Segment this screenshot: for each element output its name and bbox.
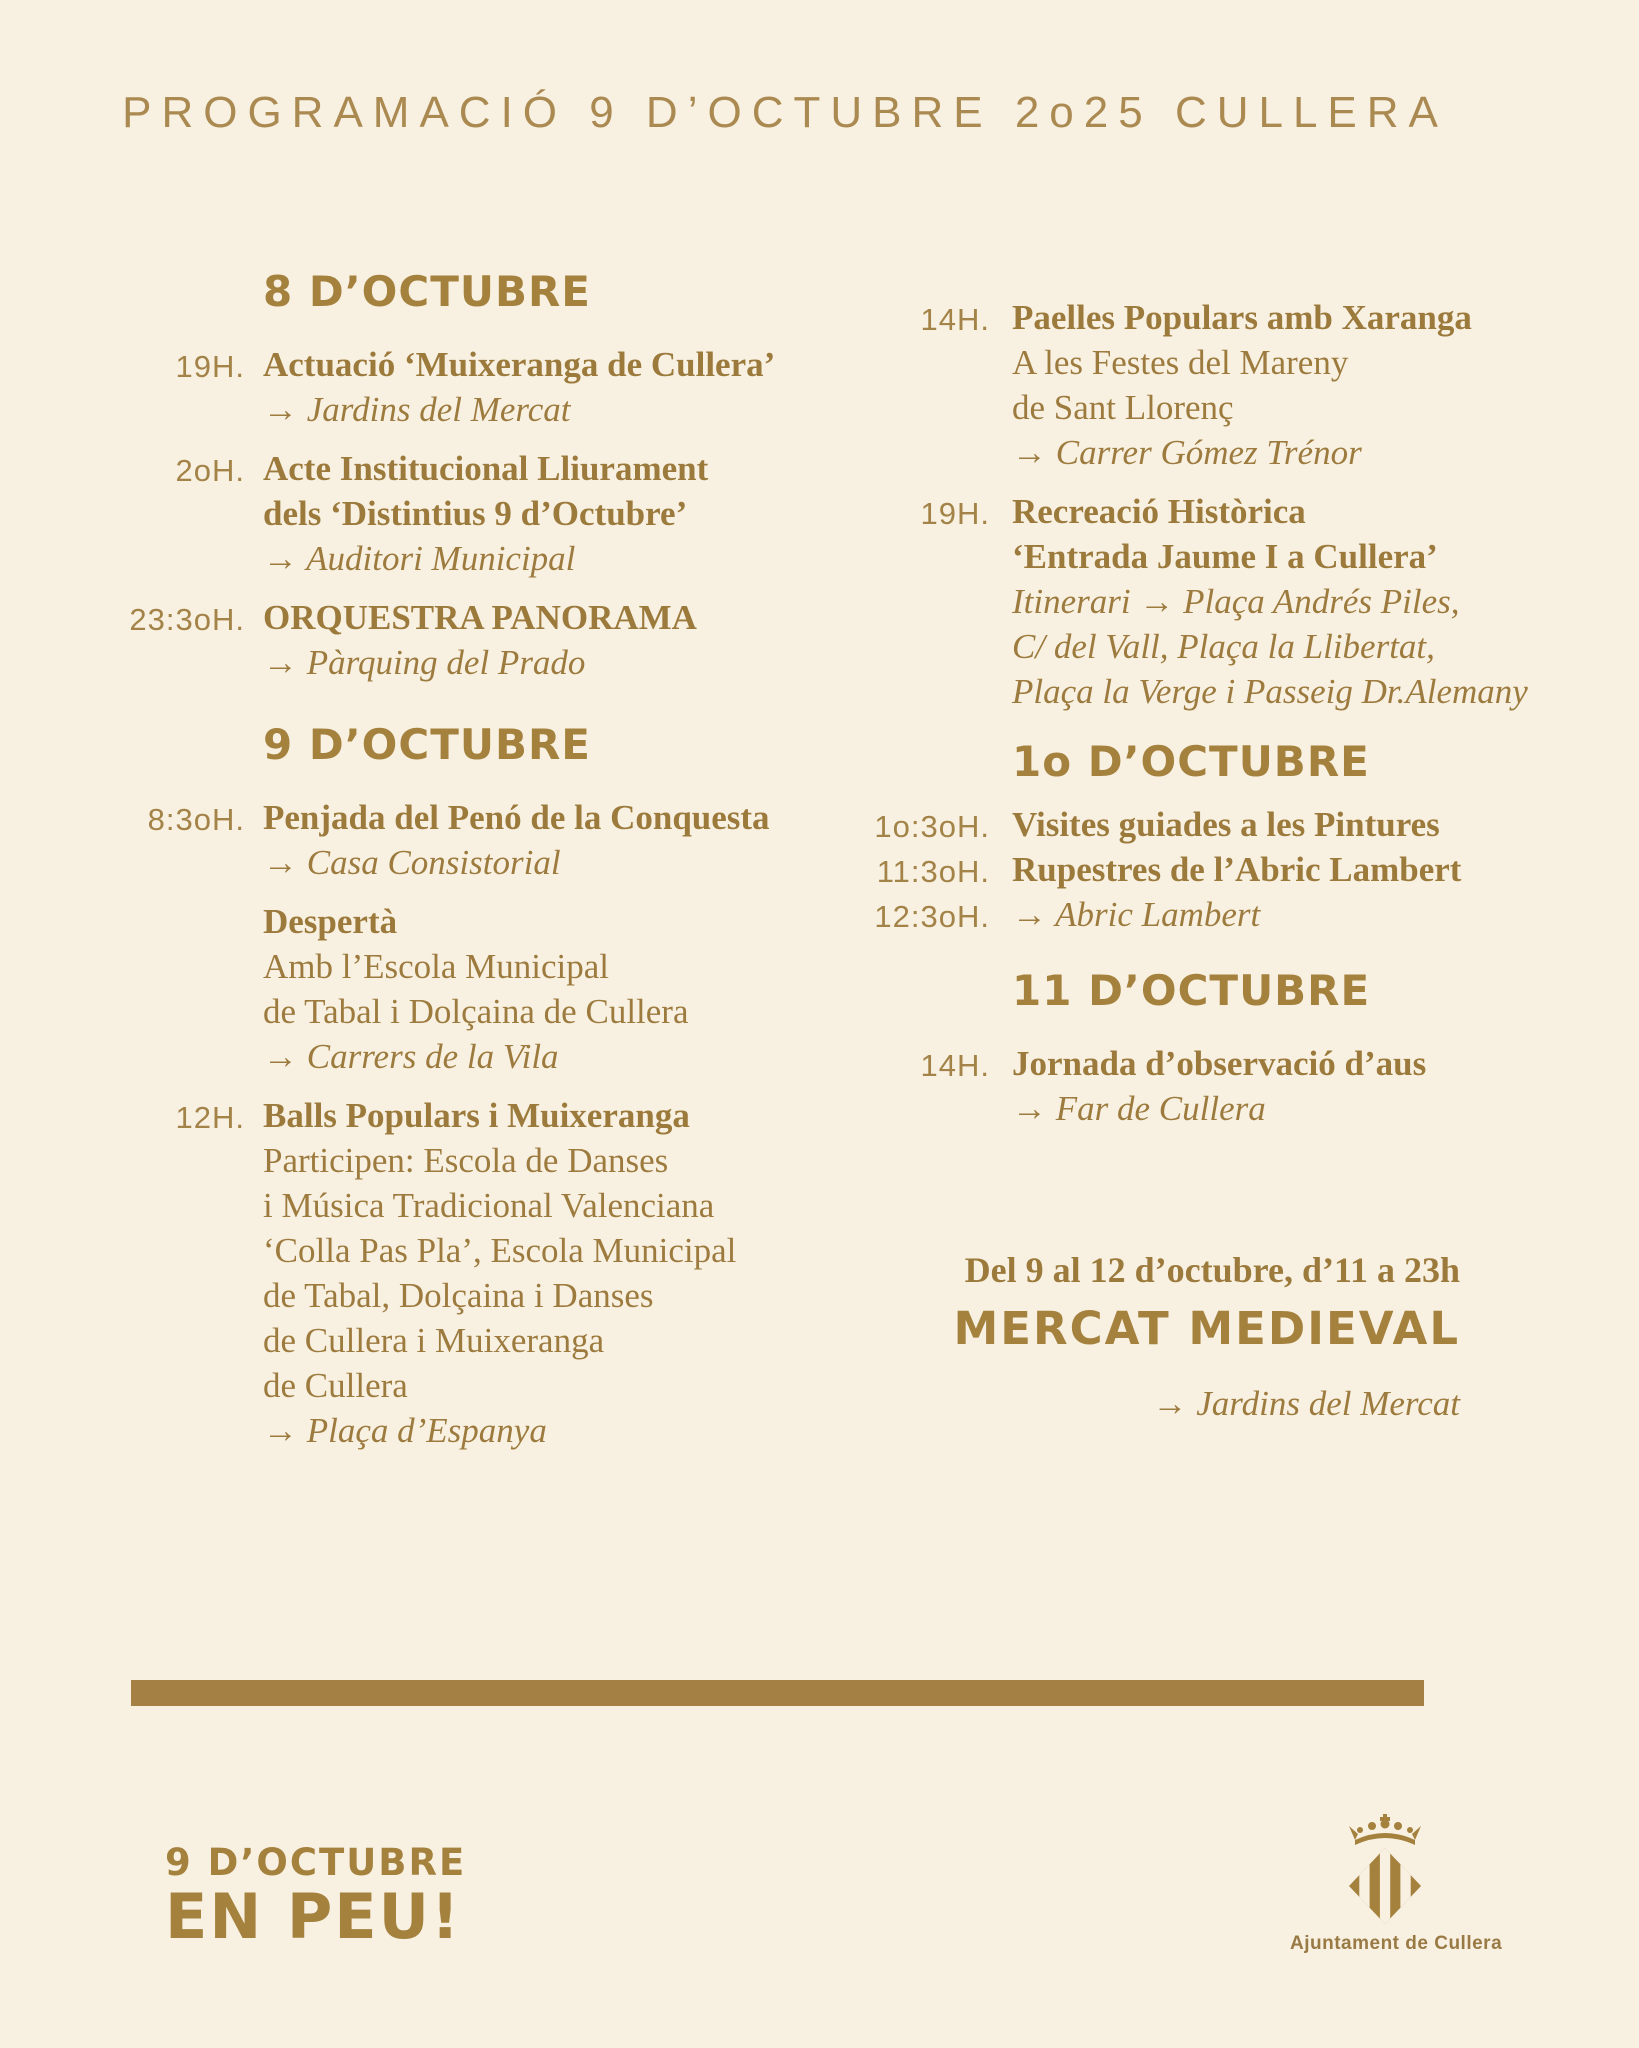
event-lines [990,892,1550,937]
event-lines [245,899,800,1079]
event-itinerary: Plaça la Verge i Passeig Dr.Alemany [1012,672,1528,711]
event-detail: Participen: Escola de Danses [263,1141,669,1180]
event-title: Despertà [263,902,398,941]
event-jornada-observacio [780,1041,1550,1131]
event-location: → Casa Consistorial [263,843,561,882]
slogan-line2: EN PEU! [165,1880,462,1953]
ajuntament-crest [1290,1814,1503,1956]
schedule-column-left [60,268,800,1467]
day-heading-10-octubre: 1o D’OCTUBRE [1012,737,1370,786]
event-lines [990,295,1550,475]
mercat-dates: Del 9 al 12 d’octubre, d’11 a 23h [964,1250,1460,1290]
event-acte-institucional [60,446,800,581]
event-title: dels ‘Distintius 9 d’Octubre’ [263,494,688,533]
event-time: 1o:3oH. [874,809,990,844]
event-detail: de Sant Llorenç [1012,388,1234,427]
mercat-medieval-block [860,1248,1460,1426]
event-location: → Pàrquing del Prado [263,643,586,682]
crown-icon [1349,1814,1421,1845]
day-heading-8-octubre: 8 D’OCTUBRE [263,267,591,316]
event-time: 12:3oH. [874,899,990,934]
event-location: → Far de Cullera [1012,1089,1266,1128]
event-location: → Auditori Municipal [263,539,576,578]
event-title: Penjada del Penó de la Conquesta [263,798,770,837]
event-recreacio-historica [780,489,1550,714]
slogan-9-octubre-en-peu [165,1841,467,1953]
page-title: PROGRAMACIÓ 9 D’OCTUBRE 2o25 CULLERA [122,88,1448,137]
event-lines [990,802,1550,847]
event-visites-guiades [780,802,1550,847]
event-time: 19H. [920,496,990,531]
event-detail: de Tabal i Dolçaina de Cullera [263,992,689,1031]
event-itinerary: Itinerari → Plaça Andrés Piles, [1012,582,1460,621]
event-title: Visites guiades a les Pintures [1012,805,1440,844]
event-detail: de Cullera [263,1366,408,1405]
event-detail: ‘Colla Pas Pla’, Escola Municipal [263,1231,737,1270]
event-time: 2oH. [175,453,245,488]
event-lines [245,795,800,885]
event-title: ‘Entrada Jaume I a Cullera’ [1012,537,1438,576]
mercat-title: MERCAT MEDIEVAL [953,1302,1460,1355]
event-actuacio-muixeranga [60,342,800,432]
event-balls-populars [60,1093,800,1453]
event-visites-guiades [780,892,1550,937]
event-title: Balls Populars i Muixeranga [263,1096,690,1135]
cullera-coat-of-arms-icon [1343,1814,1427,1926]
event-location: → Abric Lambert [1012,895,1261,934]
event-time: 14H. [920,302,990,337]
event-orquestra-panorama [60,595,800,685]
senyera-lozenge-icon [1349,1844,1421,1926]
event-location: → Carrer Gómez Trénor [1012,433,1362,472]
day-heading-11-octubre: 11 D’OCTUBRE [1012,966,1371,1015]
event-title: ORQUESTRA PANORAMA [263,598,697,637]
event-lines [245,1093,800,1453]
council-name: Ajuntament de Cullera [1290,1933,1503,1954]
event-location: → Plaça d’Espanya [263,1411,547,1450]
event-title: Jornada d’observació d’aus [1012,1044,1427,1083]
day-heading-9-octubre: 9 D’OCTUBRE [263,720,591,769]
divider-bar [131,1680,1424,1706]
event-lines [990,489,1550,714]
event-time: 19H. [175,349,245,384]
event-lines [990,847,1550,892]
event-time: 12H. [175,1100,245,1135]
event-title: Acte Institucional Lliurament [263,449,709,488]
event-detail: Amb l’Escola Municipal [263,947,610,986]
event-time [60,899,245,1079]
slogan-line1: 9 D’OCTUBRE [165,1841,467,1884]
event-detail: A les Festes del Mareny [1012,343,1349,382]
event-title: Rupestres de l’Abric Lambert [1012,850,1462,889]
event-title: Recreació Històrica [1012,492,1306,531]
event-detail: de Tabal, Dolçaina i Danses [263,1276,654,1315]
event-time: 23:3oH. [129,602,245,637]
event-location: → Jardins del Mercat [263,390,571,429]
event-title: Paelles Populars amb Xaranga [1012,298,1472,337]
event-detail: i Música Tradicional Valenciana [263,1186,715,1225]
event-paelles-populars [780,295,1550,475]
event-lines [990,1041,1550,1131]
event-time: 14H. [920,1048,990,1083]
mercat-location: → Jardins del Mercat [1152,1384,1460,1423]
event-title: Actuació ‘Muixeranga de Cullera’ [263,345,776,384]
event-desperta [60,899,800,1079]
event-itinerary: C/ del Vall, Plaça la Llibertat, [1012,627,1435,666]
event-location: → Carrers de la Vila [263,1037,559,1076]
event-penjada-peno [60,795,800,885]
event-time: 11:3oH. [876,854,990,889]
event-lines [245,446,800,581]
event-time: 8:3oH. [147,802,245,837]
event-lines [245,595,800,685]
event-detail: de Cullera i Muixeranga [263,1321,605,1360]
schedule-column-right [780,295,1550,1145]
event-visites-guiades [780,847,1550,892]
event-lines [245,342,800,432]
